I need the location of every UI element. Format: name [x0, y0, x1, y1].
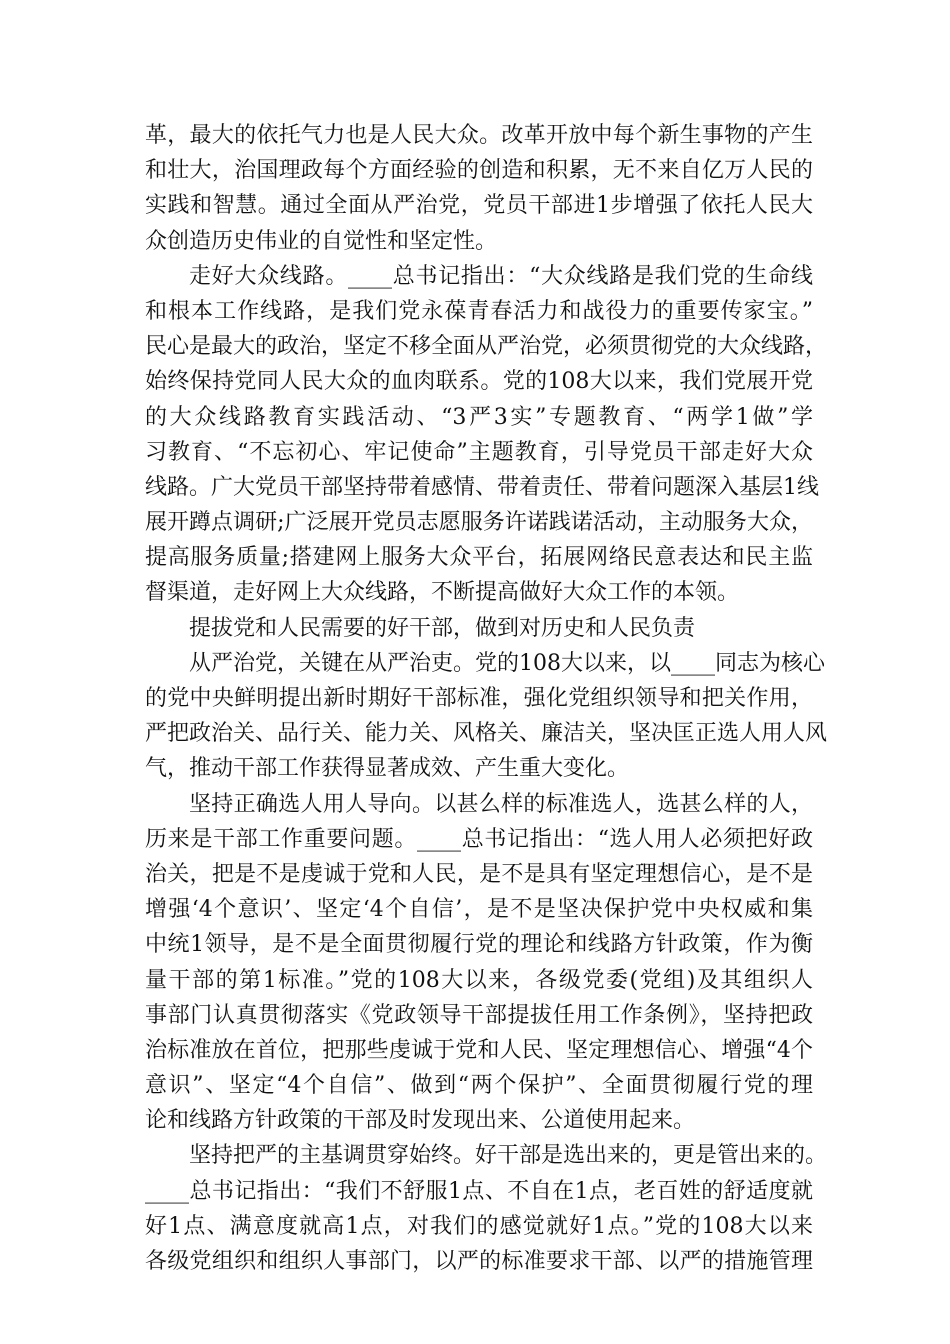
- text-line: 中统1领导，是不是全面贯彻履行党的理论和线路方针政策，作为衡: [145, 932, 813, 958]
- text-line: 论和线路方针政策的干部及时发现出来、公道使用起来。: [145, 1108, 696, 1134]
- text-line: 线路。广大党员干部坚持带着感情、带着责任、带着问题深入基层1线: [145, 474, 819, 500]
- text-line: 严把政治关、品行关、能力关、风格关、廉洁关，坚决匡正选人用人风: [145, 721, 828, 747]
- text-line: 的大众线路教育实践活动、“3严3实”专题教育、“两学1做”学: [145, 404, 813, 430]
- text-line: ____总书记指出：“我们不舒服1点、不自在1点，老百姓的舒适度就: [145, 1178, 813, 1204]
- text-line: 意识”、坚定“4个自信”、做到“两个保护”、全面贯彻履行党的理: [145, 1073, 813, 1099]
- text-line: 和根本工作线路，是我们党永葆青春活力和战役力的重要传家宝。”: [145, 298, 813, 324]
- text-line: 实践和智慧。通过全面从严治党，党员干部进1步增强了依托人民大: [145, 193, 813, 219]
- paragraph-start-line: 坚持把严的主基调贯穿始终。好干部是选出来的，更是管出来的。: [189, 1143, 828, 1169]
- text-line: 督渠道，走好网上大众线路，不断提高做好大众工作的本领。: [145, 580, 740, 606]
- text-line: 民心是最大的政治，坚定不移全面从严治党，必须贯彻党的大众线路，: [145, 334, 828, 360]
- text-line: 众创造历史伟业的自觉性和坚定性。: [145, 228, 498, 254]
- section-heading: 提拔党和人民需要的好干部，做到对历史和人民负责: [189, 615, 696, 641]
- text-line: 革，最大的依托气力也是人民大众。改革开放中每个新生事物的产生: [145, 123, 813, 148]
- paragraph-start-line: 坚持正确选人用人导向。以甚么样的标准选人，选甚么样的人，: [189, 791, 813, 817]
- text-line: 事部门认真贯彻落实《党政领导干部提拔任用工作条例》，坚持把政: [145, 1002, 813, 1028]
- text-line: 增强‘4个意识’、坚定‘4个自信’，是不是坚决保护党中央权威和集: [145, 897, 813, 923]
- text-line: 气，推动干部工作获得显著成效、产生重大变化。: [145, 756, 630, 782]
- paragraph-start-line: 从严治党，关键在从严治吏。党的108大以来，以____同志为核心: [189, 650, 825, 676]
- text-line: 历来是干部工作重要问题。____总书记指出：“选人用人必须把好政: [145, 826, 813, 852]
- text-line: 的党中央鲜明提出新时期好干部标准，强化党组织领导和把关作用，: [145, 686, 813, 711]
- text-line: 和壮大，治国理政每个方面经验的创造和积累，无不来自亿万人民的: [145, 158, 813, 184]
- text-line: 量干部的第1标准。”党的108大以来，各级党委(党组)及其组织人: [145, 967, 813, 993]
- text-line: 各级党组织和组织人事部门，以严的标准要求干部、以严的措施管理: [145, 1249, 813, 1274]
- text-line: 治关，把是不是虔诚于党和人民，是不是具有坚定理想信心，是不是: [145, 861, 813, 887]
- text-line: 始终保持党同人民大众的血肉联系。党的108大以来，我们党展开党: [145, 369, 813, 395]
- text-line: 提高服务质量;搭建网上服务大众平台，拓展网络民意表达和民主监: [145, 545, 813, 571]
- text-line: 展开蹲点调研;广泛展开党员志愿服务许诺践诺活动，主动服务大众，: [145, 510, 813, 536]
- text-line: 治标准放在首位，把那些虔诚于党和人民、坚定理想信心、增强“4个: [145, 1037, 813, 1063]
- document-body: [145, 118, 828, 1279]
- paragraph-start-line: 走好大众线路。____总书记指出：“大众线路是我们党的生命线: [189, 263, 813, 289]
- text-line: 好1点、满意度就高1点，对我们的感觉就好1点。”党的108大以来: [145, 1213, 813, 1239]
- text-line: 习教育、“不忘初心、牢记使命”主题教育，引导党员干部走好大众: [145, 439, 813, 465]
